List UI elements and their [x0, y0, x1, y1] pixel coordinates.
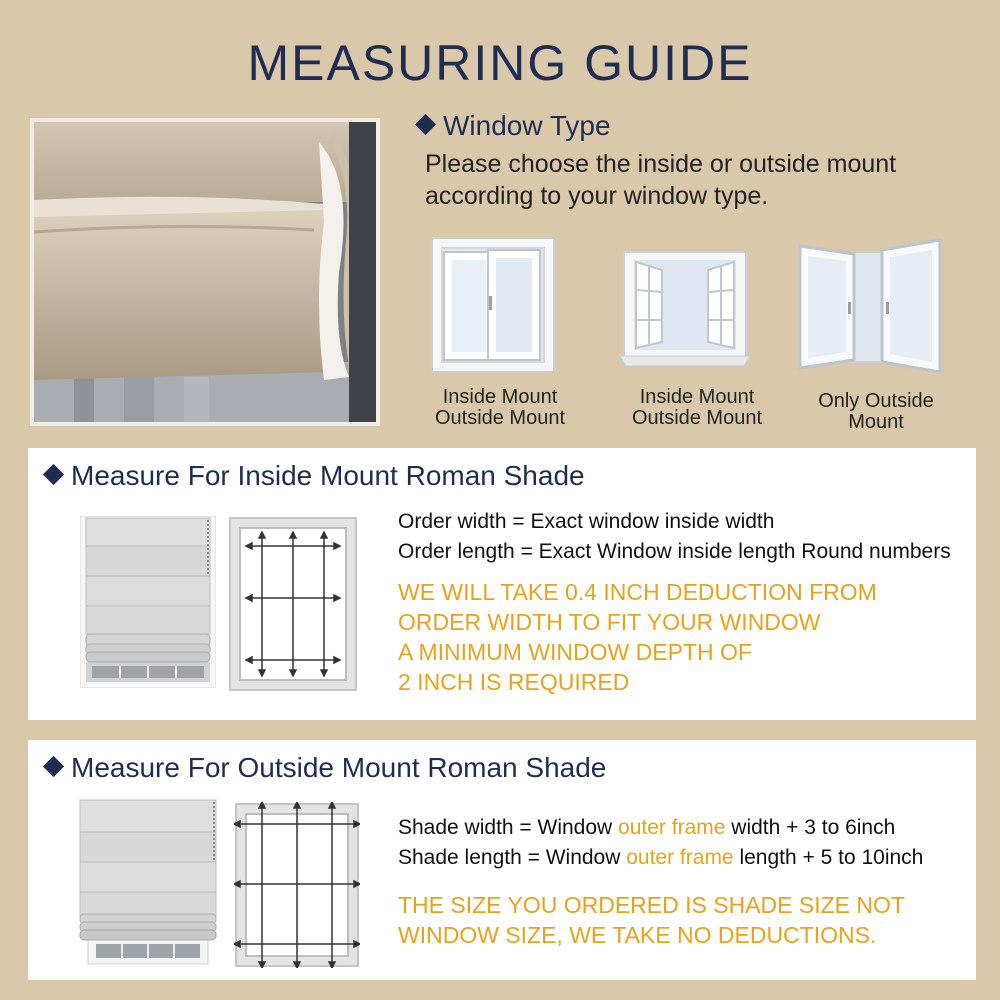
inside-mount-heading	[46, 460, 585, 492]
outside-mount-heading-text: Measure For Outside Mount Roman Shade	[71, 752, 607, 783]
warning-line: ORDER WIDTH TO FIT YOUR WINDOW	[398, 609, 821, 635]
outside-mount-heading	[46, 752, 606, 784]
outer-frame-highlight: outer frame	[626, 846, 734, 869]
label-line: Mount	[848, 411, 904, 433]
inside-mount-heading-text: Measure For Inside Mount Roman Shade	[71, 460, 585, 491]
outward-casement-window-label	[798, 391, 954, 433]
rule-suffix: length + 5 to 10inch	[733, 846, 924, 869]
rule-suffix: width + 3 to 6inch	[725, 816, 896, 839]
window-type-description: Please choose the inside or outside mount according to your window type.	[425, 150, 897, 210]
sliding-window-label	[420, 387, 580, 429]
inside-width-rule: Order width = Exact window inside width	[398, 510, 775, 533]
label-line: Outside Mount	[631, 407, 763, 429]
outside-shade-illustration	[78, 798, 218, 973]
inside-mount-panel	[28, 448, 976, 720]
rule-prefix: Shade width = Window	[398, 816, 619, 839]
warning-line: WINDOW SIZE, WE TAKE NO DEDUCTIONS.	[398, 922, 877, 948]
warning-line: A MINIMUM WINDOW DEPTH OF	[398, 639, 752, 665]
diamond-bullet-icon	[43, 464, 64, 485]
label-line: Inside Mount	[442, 386, 558, 408]
outside-window-diagram	[234, 802, 360, 973]
casement-window-label	[612, 387, 782, 429]
outer-frame-highlight: outer frame	[618, 816, 726, 839]
outside-width-rule	[398, 816, 895, 840]
roman-shade-fabric-photo	[30, 118, 380, 426]
diamond-bullet-icon	[43, 756, 64, 777]
sliding-window-icon	[430, 236, 556, 379]
label-line: Inside Mount	[639, 386, 755, 408]
rule-prefix: Shade length = Window	[398, 846, 627, 869]
window-type-heading-text: Window Type	[443, 110, 611, 141]
outside-length-rule	[398, 846, 923, 870]
window-type-heading	[418, 110, 611, 142]
outward-casement-window-icon	[798, 238, 942, 377]
inside-length-rule: Order length = Exact Window inside length Round numbers	[398, 540, 951, 563]
inside-window-diagram	[228, 516, 358, 697]
outside-warning	[398, 890, 905, 950]
label-line: Only Outside	[818, 390, 934, 412]
outside-mount-panel	[28, 740, 976, 980]
warning-line: THE SIZE YOU ORDERED IS SHADE SIZE NOT	[398, 892, 905, 918]
warning-line: WE WILL TAKE 0.4 INCH DEDUCTION FROM	[398, 579, 877, 605]
inside-shade-illustration	[80, 516, 216, 693]
casement-window-icon	[620, 250, 750, 373]
page-title: MEASURING GUIDE	[247, 35, 753, 91]
label-line: Outside Mount	[434, 407, 566, 429]
inside-warning	[398, 577, 877, 697]
warning-line: 2 INCH IS REQUIRED	[398, 669, 630, 695]
diamond-bullet-icon	[415, 114, 436, 135]
